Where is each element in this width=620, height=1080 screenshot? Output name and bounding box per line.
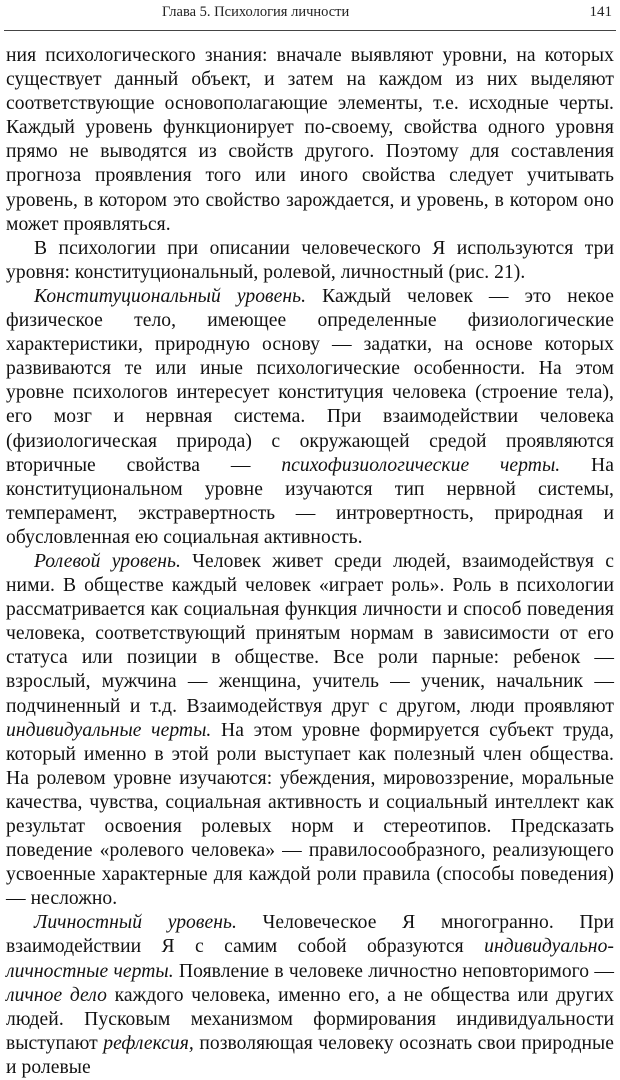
text-run: На конституциональном уровне изучаются тип нервной системы, темперамент, экстравертность — интровертность, природная и обусловленная ею социальная активность. [6, 454, 614, 548]
text-run: позволяющая человеку осознать свои природные и ролевые [6, 1032, 614, 1078]
paragraph-personal-level [6, 911, 614, 1080]
paragraph-role-level [6, 550, 614, 911]
header-rule [4, 30, 616, 31]
text-run: На этом уровне формируется субъект труда, который именно в этой роли выступает как полезный член общества. На ролевом уровне изучаются: убеждения, мировоззрение, моральные качества, чувства, социальная активность и социальный интеллект как результат освоения ролевых норм и стереотипов. Предсказать поведение «ролевого человека» — правилосообразного, реализующего усвоенные характерные для каждой роли правила (способы поведения) — несложно. [6, 719, 615, 910]
text-run: Каждый человек — это некое физическое тело, имеющее определенные физиологические характеристики, природную основу — задатки, на основе которых развиваются те или иные психологические особенности. На этом уровне психологов интересует конституция человека (строение тела), его мозг и нервная система. При взаимодействии человека (физиологическая природа) с окружающей средой проявляются вторичные свойства — [6, 285, 614, 476]
running-header [0, 4, 620, 26]
italic-term: индивидуально-личностные черты. [6, 936, 614, 982]
italic-term: рефлексия, [103, 1032, 194, 1054]
page-number: 141 [589, 4, 612, 20]
text-run: ния психологического знания: вначале выявляют уровни, на которых существует данный объект, и затем на каждом из них выделяют соответствующие основополагающие элементы, т.е. исходные черты. Каждый уровень функционирует по-своему, свойства одного уровня прямо не выводятся из свойств другого. Поэтому для составления прогноза проявления того или иного свойства следует учитывать уровень, в котором это свойство зарождается, и уровень, в котором оно может проявляться. [6, 45, 614, 235]
body-text [6, 44, 614, 1080]
paragraph-levels-intro [6, 237, 614, 285]
italic-term: Ролевой уровень. [34, 550, 181, 572]
italic-term: Конституциональный уровень. [34, 285, 307, 307]
italic-term: индивидуальные черты. [6, 719, 212, 741]
italic-term: психофизиологические черты. [281, 454, 561, 476]
text-run: Появление в человеке личностно неповторимого — [173, 960, 615, 982]
text-run: каждого человека, именно его, а не общества или других людей. Пусковым механизмом формирования индивидуальности выступают [6, 984, 614, 1054]
paragraph-constitutional-level [6, 285, 614, 550]
italic-term: Личностный уровень. [34, 912, 237, 934]
text-run: Человеческое Я многогранно. При взаимодействии Я с самим собой образуются [6, 912, 615, 958]
text-run: В психологии при описании человеческого Я используются три уровня: конституциональный, ролевой, личностный (рис. 21). [6, 237, 614, 283]
text-run: Человек живет среди людей, взаимодействуя с ними. В обществе каждый человек «играет роль». Роль в психологии рассматривается как социальная функция личности и способ поведения человека, соответствующий принятым нормам в зависимости от его статуса или позиции в обществе. Все роли парные: ребенок — взрослый, мужчина — женщина, учитель — ученик, начальник — подчиненный и т.д. Взаимодействуя друг с другом, люди проявляют [6, 550, 615, 717]
italic-term: личное дело [6, 984, 107, 1006]
chapter-title: Глава 5. Психология личности [162, 4, 350, 20]
paragraph-continuation [6, 44, 614, 237]
